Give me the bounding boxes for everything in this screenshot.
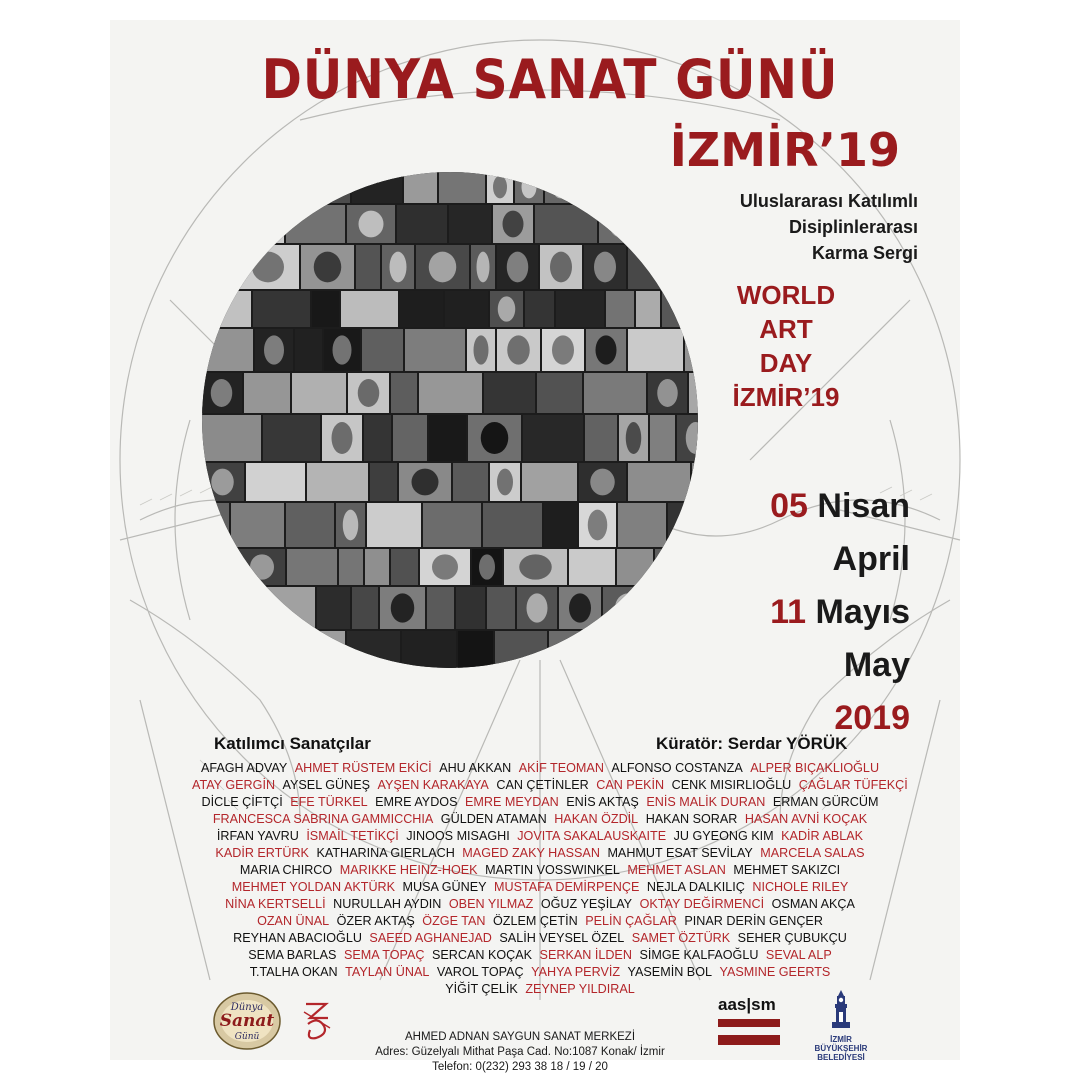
- artist-name: REYHAN ABACIOĞLU: [233, 931, 362, 945]
- artist-name: JOVITA SAKALAUSKAITE: [517, 829, 667, 843]
- artist-name: ÇAĞLAR TÜFEKÇİ: [798, 778, 908, 792]
- collage-photo: [404, 171, 437, 203]
- collage-photo-detail: [626, 422, 642, 454]
- collage-photo: [419, 373, 482, 413]
- english-title-line: WORLD: [736, 280, 836, 310]
- collage-photo: [201, 291, 251, 327]
- collage-photo: [400, 291, 443, 327]
- collage-photo: [483, 503, 542, 547]
- artist-name: MAGED ZAKY HASSAN: [462, 846, 600, 860]
- collage-photo: [606, 291, 634, 327]
- collage-photo: [352, 587, 378, 629]
- collage-photo: [201, 205, 255, 243]
- artist-name: CENK MISIRLIOĞLU: [671, 778, 792, 792]
- poster-title: DÜNYA SANAT GÜNÜ: [261, 48, 839, 111]
- collage-photo-detail: [429, 252, 457, 283]
- artist-name: AYŞEN KARAKAYA: [377, 778, 489, 792]
- collage-photo: [522, 463, 577, 501]
- artist-name: ATAY GERGİN: [192, 778, 276, 792]
- collage-photo: [487, 587, 515, 629]
- artist-name: T.TALHA OKAN: [249, 965, 338, 979]
- artist-name: OBEN YILMAZ: [448, 897, 534, 911]
- artist-name: PINAR DERİN GENÇER: [684, 914, 823, 928]
- start-day: 05: [770, 487, 808, 525]
- exhibition-description: [658, 188, 918, 266]
- collage-photo-detail: [314, 252, 342, 283]
- artist-name: AFAGH ADVAY: [200, 761, 288, 775]
- sanat-logo-line3: Günü: [234, 1032, 260, 1042]
- artist-name: ÖZER AKTAŞ: [336, 914, 415, 928]
- collage-photo: [245, 631, 288, 669]
- artist-name: CAN PEKİN: [596, 778, 665, 792]
- collage-photo-detail: [569, 593, 591, 622]
- collage-photo: [201, 587, 262, 629]
- collage-photo: [263, 415, 320, 461]
- artist-name: SEVAL ALP: [765, 948, 832, 962]
- artist-name: NEJLA DALKILIÇ: [646, 880, 745, 894]
- artist-name: SAEED AGHANEJAD: [369, 931, 492, 945]
- collage-photo: [341, 291, 398, 327]
- collage-photo-detail: [474, 335, 489, 364]
- curator-heading: Küratör: Serdar YÖRÜK: [656, 734, 848, 753]
- collage-photo-detail: [211, 379, 233, 407]
- artist-name: MEHMET SAKIZCI: [733, 863, 841, 877]
- collage-photo: [286, 205, 345, 243]
- artist-name: HAKAN ÖZDİL: [554, 812, 639, 826]
- artist-name: EFE TÜRKEL: [290, 795, 368, 809]
- collage-photo: [231, 503, 284, 547]
- artist-list: [190, 760, 908, 998]
- end-month-tr: Mayıs: [815, 593, 910, 631]
- collage-photo: [439, 171, 485, 203]
- dunya-sanat-gunu-logo: [212, 990, 282, 1052]
- collage-photo: [650, 415, 675, 461]
- artist-row: [190, 964, 890, 981]
- collage-photo: [391, 373, 417, 413]
- collage-photo: [405, 329, 465, 371]
- collage-photo: [317, 587, 350, 629]
- collage-photo-detail: [479, 554, 495, 579]
- collage-photo: [628, 329, 683, 371]
- collage-photo: [584, 373, 646, 413]
- collage-photo: [456, 587, 485, 629]
- artist-name: MAHMUT ESAT SEVİLAY: [607, 846, 753, 860]
- collage-photo-detail: [343, 510, 359, 541]
- artist-signature-logo: [300, 998, 334, 1042]
- collage-photo: [292, 373, 346, 413]
- artist-name: ALFONSO COSTANZA: [611, 761, 743, 775]
- collage-photo: [201, 245, 235, 289]
- artist-row: [190, 930, 890, 947]
- clock-tower-icon: [826, 988, 856, 1030]
- collage-photo: [246, 463, 305, 501]
- artist-name: GÜLDEN ATAMAN: [440, 812, 547, 826]
- exhibition-year: 2019: [834, 699, 910, 737]
- collage-photo-detail: [412, 469, 439, 496]
- artist-name: YASEMİN BOL: [627, 965, 712, 979]
- artist-row: [190, 862, 890, 879]
- artist-name: AHU AKKAN: [439, 761, 512, 775]
- artist-name: MARIKKE HEINZ-HOEK: [339, 863, 478, 877]
- collage-photo-detail: [208, 510, 223, 541]
- collage-photo: [290, 631, 345, 669]
- artist-name: MARIA CHIRCO: [239, 863, 333, 877]
- collage-photo-detail: [594, 252, 616, 283]
- collage-photo-detail: [332, 422, 353, 454]
- collage-photo: [549, 631, 592, 669]
- description-line: Uluslararası Katılımlı: [739, 191, 918, 211]
- collage-photo: [537, 373, 582, 413]
- english-title: [676, 278, 896, 414]
- artist-name: NİNA KERTSELLİ: [225, 897, 326, 911]
- artist-name: MEHMET ASLAN: [627, 863, 726, 877]
- collage-photo-detail: [320, 176, 341, 199]
- collage-photo: [201, 171, 244, 203]
- collage-photo: [594, 631, 618, 669]
- artist-name: YASMINE GEERTS: [719, 965, 831, 979]
- collage-photo: [257, 205, 284, 243]
- artist-row: [190, 828, 890, 845]
- collage-photo: [246, 171, 279, 203]
- end-day: 11: [770, 593, 807, 631]
- collage-photo: [347, 631, 400, 669]
- artist-name: TAYLAN ÜNAL: [345, 965, 430, 979]
- artist-name: ZEYNEP YILDIRAL: [525, 982, 635, 996]
- collage-photo: [535, 205, 597, 243]
- collage-photo: [525, 291, 554, 327]
- collage-photo: [391, 549, 418, 585]
- artist-name: FRANCESCA SABRINA GAMMICCHIA: [212, 812, 434, 826]
- collage-photo-detail: [481, 422, 509, 454]
- collage-photo-detail: [359, 211, 384, 238]
- collage-photo: [201, 329, 253, 371]
- collage-photo-detail: [550, 252, 572, 283]
- english-title-line: DAY: [759, 348, 813, 378]
- collage-photo: [286, 503, 334, 547]
- collage-photo-detail: [252, 252, 284, 283]
- collage-photo-detail: [609, 211, 632, 238]
- collage-photo-detail: [596, 335, 617, 364]
- collage-photo: [599, 205, 642, 243]
- artist-name: İSMAİL TETİKÇİ: [306, 829, 399, 843]
- artist-name: DİCLE ÇİFTÇİ: [201, 795, 283, 809]
- collage-photo: [402, 631, 456, 669]
- collage-photo: [362, 329, 403, 371]
- start-date: [630, 480, 910, 533]
- collage-photo: [201, 631, 243, 669]
- artist-name: ÖZLEM ÇETİN: [493, 914, 578, 928]
- english-title-line: İZMİR’19: [732, 382, 840, 412]
- collage-photo: [484, 373, 535, 413]
- artist-name: SALİH VEYSEL ÖZEL: [499, 931, 625, 945]
- english-title-line: ART: [759, 314, 813, 344]
- collage-photo-detail: [497, 469, 513, 496]
- artist-name: HAKAN SORAR: [645, 812, 738, 826]
- collage-photo: [429, 415, 466, 461]
- artist-name: NURULLAH AYDIN: [333, 897, 442, 911]
- collage-photo-detail: [507, 335, 530, 364]
- start-month-tr: Nisan: [817, 487, 910, 525]
- artist-row: [190, 794, 890, 811]
- sanat-logo-line2: Sanat: [219, 1011, 275, 1031]
- collage-photo-detail: [590, 469, 615, 496]
- artist-name: YAHYA PERVİZ: [531, 965, 621, 979]
- artist-name: ÖZGE TAN: [422, 914, 486, 928]
- collage-photo: [636, 291, 660, 327]
- exhibition-dates: [630, 480, 910, 745]
- collage-photo: [244, 373, 290, 413]
- collage-photo: [281, 171, 308, 203]
- collage-photo: [458, 631, 493, 669]
- artist-name: KADİR ERTÜRK: [215, 846, 309, 860]
- artist-row: [190, 981, 890, 998]
- artist-row: [190, 879, 890, 896]
- artist-name: EMRE AYDOS: [375, 795, 458, 809]
- artist-name: MARTIN VOSSWINKEL: [485, 863, 620, 877]
- artist-name: YİĞİT ÇELİK: [445, 982, 518, 996]
- artist-name: JU GYEONG KIM: [673, 829, 774, 843]
- collage-photo: [201, 415, 261, 461]
- artist-name: İRFAN YAVRU: [216, 829, 299, 843]
- ibb-logo-line3: BELEDİYESİ: [817, 1053, 865, 1062]
- artist-row: [190, 777, 908, 794]
- artist-name: MUSTAFA DEMİRPENÇE: [494, 880, 640, 894]
- artist-name: SAMET ÖZTÜRK: [631, 931, 731, 945]
- artist-name: OĞUZ YEŞİLAY: [540, 897, 633, 911]
- collage-photo: [578, 171, 628, 203]
- participants-heading: Katılımcı Sanatçılar: [214, 734, 371, 753]
- artist-name: MARCELA SALAS: [760, 846, 865, 860]
- artist-name: VAROL TOPAÇ: [436, 965, 524, 979]
- collage-photo: [427, 587, 454, 629]
- venue-name: AHMED ADNAN SAYGUN SANAT MERKEZİ: [404, 1031, 636, 1043]
- artist-name: SEMA TOPAÇ: [343, 948, 425, 962]
- aassm-logo-bar: [718, 1019, 780, 1027]
- artist-name: OKTAY DEĞİRMENCİ: [639, 897, 765, 911]
- collage-photo: [352, 171, 402, 203]
- collage-photo-detail: [477, 252, 490, 283]
- collage-photo-detail: [211, 469, 234, 496]
- collage-photo: [453, 463, 488, 501]
- poster-title-city-year: İZMİR’19: [669, 123, 900, 177]
- collage-photo: [307, 463, 368, 501]
- collage-photo: [393, 415, 427, 461]
- collage-photo: [201, 549, 237, 585]
- collage-photo-detail: [358, 379, 380, 407]
- artist-name: OSMAN AKÇA: [771, 897, 855, 911]
- collage-photo-detail: [507, 252, 529, 283]
- aassm-logo: [718, 995, 780, 1045]
- artist-row: [190, 811, 890, 828]
- collage-photo: [310, 171, 350, 203]
- collage-photo: [370, 463, 397, 501]
- photo-collage-circle: [200, 170, 700, 670]
- artist-name: OZAN ÜNAL: [257, 914, 330, 928]
- collage-photo-detail: [552, 335, 574, 364]
- artist-name: JINOOS MISAGHI: [406, 829, 510, 843]
- artist-name: KATHARINA GIERLACH: [316, 846, 455, 860]
- collage-photo: [295, 329, 322, 371]
- aassm-logo-bar: [718, 1035, 780, 1045]
- artist-name: ERMAN GÜRCÜM: [772, 795, 879, 809]
- collage-photo-detail: [552, 176, 569, 199]
- sanat-logo-line1: Dünya: [230, 1002, 264, 1013]
- ibb-logo-line1: İZMİR: [830, 1035, 852, 1044]
- artist-name: MUSA GÜNEY: [402, 880, 487, 894]
- collage-photo-detail: [522, 176, 537, 199]
- artist-name: NICHOLE RILEY: [752, 880, 849, 894]
- collage-photo: [339, 549, 363, 585]
- collage-photo-detail: [391, 593, 415, 622]
- izmir-buyuksehir-logo: [806, 988, 876, 1062]
- collage-photo-detail: [519, 554, 552, 579]
- artist-name: SERCAN KOÇAK: [431, 948, 533, 962]
- collage-photo: [367, 503, 421, 547]
- collage-photo-detail: [250, 554, 274, 579]
- collage-photo-detail: [527, 593, 548, 622]
- collage-photo: [523, 415, 583, 461]
- artist-row: [190, 845, 890, 862]
- artist-name: SEMA BARLAS: [248, 948, 337, 962]
- collage-photo: [312, 291, 339, 327]
- artist-name: HASAN AVNİ KOÇAK: [744, 812, 868, 826]
- artist-name: KADİR ABLAK: [781, 829, 864, 843]
- collage-photo-detail: [390, 252, 407, 283]
- collage-photo-detail: [657, 379, 678, 407]
- collage-photo: [495, 631, 547, 669]
- venue-phone: Telefon: 0(232) 293 38 18 / 19 / 20: [432, 1061, 608, 1073]
- artist-row: [190, 913, 890, 930]
- artist-name: SİMGE KALFAOĞLU: [639, 948, 759, 962]
- collage-photo: [445, 291, 488, 327]
- collage-photo: [365, 549, 389, 585]
- collage-photo: [356, 245, 380, 289]
- collage-photo-detail: [503, 211, 524, 238]
- collage-photo: [201, 503, 229, 547]
- collage-photo: [556, 291, 604, 327]
- venue-info: [370, 1030, 670, 1075]
- collage-photo-detail: [493, 176, 507, 199]
- end-month-en: May: [843, 646, 910, 684]
- artist-row: [190, 947, 890, 964]
- end-date: [630, 586, 910, 639]
- artist-name: AHMET RÜSTEM EKİCİ: [294, 761, 432, 775]
- collage-photo-detail: [432, 554, 458, 579]
- collage-photo-detail: [333, 335, 352, 364]
- description-line: Disiplinlerarası: [788, 217, 918, 237]
- artist-name: SERKAN İLDEN: [539, 948, 632, 962]
- collage-photo: [364, 415, 391, 461]
- aassm-logo-text: aas|sm: [718, 995, 776, 1014]
- collage-photo-detail: [498, 296, 516, 321]
- collage-photo-detail: [264, 335, 284, 364]
- start-month-en: April: [832, 540, 910, 578]
- collage-photo: [264, 587, 315, 629]
- artist-name: SEHER ÇUBUKÇU: [737, 931, 847, 945]
- ibb-logo-line2: BÜYÜKŞEHİR: [814, 1044, 868, 1053]
- collage-photo: [569, 549, 615, 585]
- artist-name: ALPER BIÇAKLIOĞLU: [750, 761, 880, 775]
- collage-photo-detail: [588, 510, 608, 541]
- collage-photo: [544, 503, 577, 547]
- description-line: Karma Sergi: [811, 243, 918, 263]
- collage-photo-detail: [209, 252, 227, 283]
- artist-name: MEHMET YOLDAN AKTÜRK: [231, 880, 396, 894]
- artist-name: AKİF TEOMAN: [518, 761, 604, 775]
- artist-name: CAN ÇETİNLER: [496, 778, 589, 792]
- collage-photo: [287, 549, 337, 585]
- artist-name: AYSEL GÜNEŞ: [282, 778, 371, 792]
- artist-name: EMRE MEYDAN: [465, 795, 559, 809]
- collage-photo: [449, 205, 491, 243]
- artist-name: PELİN ÇAĞLAR: [585, 914, 677, 928]
- collage-photo: [585, 415, 617, 461]
- collage-photo-detail: [287, 176, 302, 199]
- artist-row: [190, 760, 890, 777]
- artist-row: [190, 896, 890, 913]
- venue-address: Adres: Güzelyalı Mithat Paşa Cad. No:1087 Konak/ İzmir: [375, 1046, 665, 1058]
- collage-photo: [397, 205, 447, 243]
- collage-photo: [253, 291, 310, 327]
- collage-photo: [423, 503, 481, 547]
- artist-name: ENİS MALİK DURAN: [646, 795, 766, 809]
- artist-name: ENİS AKTAŞ: [566, 795, 639, 809]
